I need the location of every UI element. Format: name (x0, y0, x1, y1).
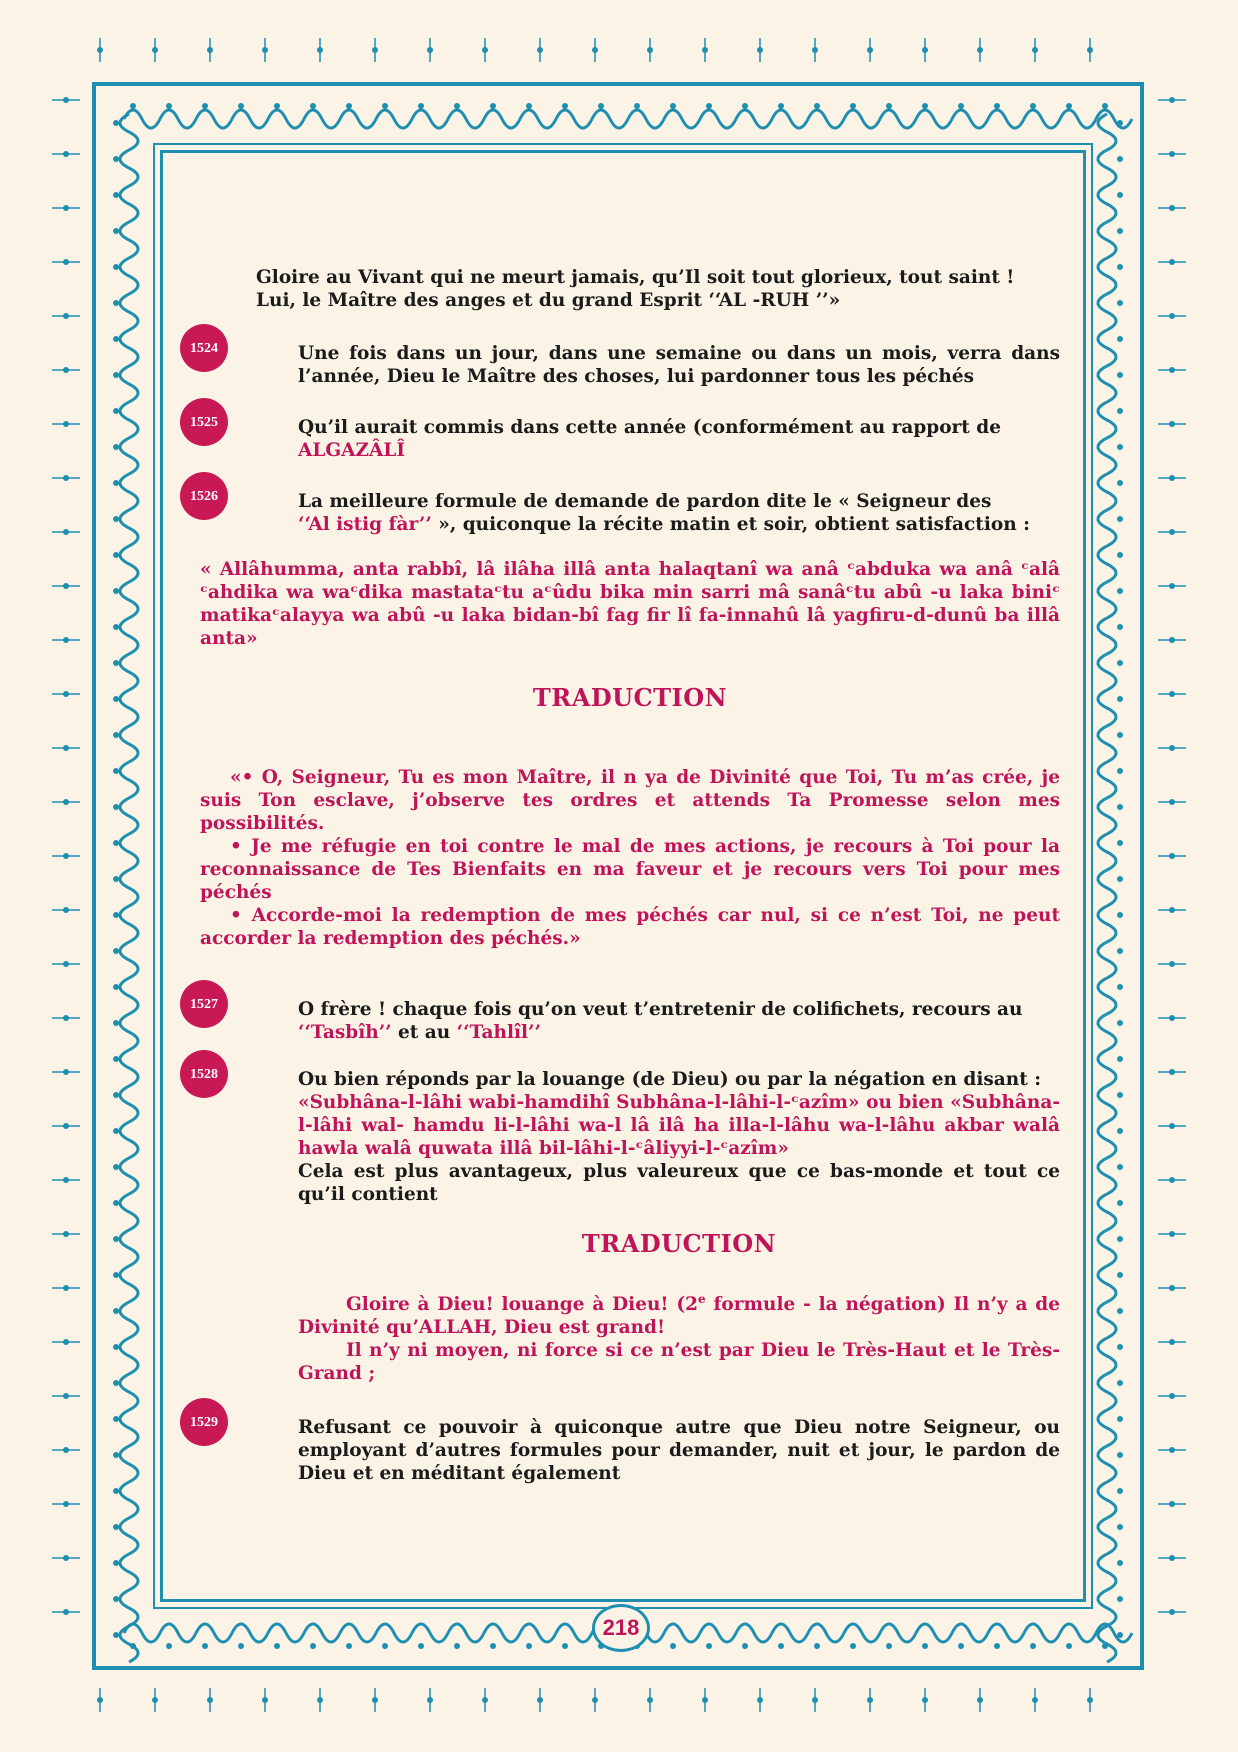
verse-transliteration: «Subhâna-l-lâhi wabi-hamdihî Subhâna-l-lâhi-l-ᶜazîm» ou bien «Subhâna-l-lâhi wal- hamdu li-l-lâhi wa-l lâ ilâ ha illa-l-lâhu wa-l-lâhu akbar walâ hawla walâ quwata illâ bil-lâhi-l-ᶜâliyyi-l-ᶜazîm» (298, 1092, 1060, 1159)
verse-text: Ou bien réponds par la louange (de Dieu) ou par la négation en disant : (298, 1069, 1042, 1090)
author-name: ALGAZÂLÎ (298, 440, 406, 461)
translation-paragraph: Il n’y ni moyen, ni force si ce n’est par Dieu le Très-Haut et le Très-Grand ; (298, 1340, 1060, 1385)
prayer-transliteration (200, 558, 1060, 650)
translation-paragraph (298, 1288, 1060, 1339)
translation-text-part: Gloire à Dieu! louange à Dieu! (2 (346, 1294, 698, 1316)
verse-1524 (200, 342, 1060, 388)
verse-1525 (200, 416, 1060, 462)
verse-text: Une fois dans un jour, dans une semaine ou dans un mois, verra dans l’année, Dieu le Maître des choses, lui pardonner tous les péchés (298, 343, 1060, 387)
superscript: e (697, 1292, 706, 1306)
verse-number-badge: 1526 (180, 472, 228, 520)
verse-1528 (200, 1068, 1060, 1206)
translation-paragraph: «• O, Seigneur, Tu es mon Maître, il n ya de Divinité que Toi, Tu m’as crée, je suis Ton esclave, j’observe tes ordres et attends Ta Promesse selon mes possibilités. (200, 767, 1060, 834)
intro-line: Lui, le Maître des anges et du grand Esprit ‘‘AL -RUH ’’» (256, 290, 841, 311)
verse-1529 (200, 1416, 1060, 1485)
verse-number-badge: 1525 (180, 398, 228, 446)
translation-text-part: formule - la négation) Il n’y a de Divinité qu’ALLAH, Dieu est grand! (298, 1294, 1060, 1339)
verse-text-part: La meilleure formule de demande de pardon dite le « Seigneur des (298, 491, 992, 512)
verse-text (298, 490, 1060, 536)
translation-block-1 (200, 766, 1060, 950)
verse-text-part: O frère ! chaque fois qu’on veut t’entretenir de colifichets, recours au (298, 999, 1023, 1020)
prayer-text: « Allâhumma, anta rabbî, lâ ilâha illâ anta halaqtanî wa anâ ᶜabduka wa anâ ᶜalâ ᶜahdika wa waᶜdika mastataᶜtu aᶜûdu bika min sarri mâ sanâᶜtu abû -u laka biniᶜ matikaᶜalayya wa abû -u laka bidan-bî fag fir lî fa-innahû lâ yagfiru-d-dunû ba illâ anta» (200, 559, 1060, 649)
verse-number-badge: 1524 (180, 324, 228, 372)
section-title: TRADUCTION (532, 683, 728, 712)
verse-text (298, 998, 1060, 1044)
quoted-term: ‘‘Tasbîh’’ (298, 1022, 392, 1043)
verse-text: Cela est plus avantageux, plus valeureux que ce bas-monde et tout ce qu’il contient (298, 1161, 1060, 1205)
intro-block (200, 266, 1060, 312)
verse-number-badge: 1529 (180, 1398, 228, 1446)
quoted-term: ‘‘Al istig fàr’’ (298, 514, 432, 535)
verse-text-part: et au (391, 1022, 457, 1043)
verse-1526 (200, 490, 1060, 536)
page-number: 218 (592, 1604, 650, 1652)
verse-text-part: », quiconque la récite matin et soir, obtient satisfaction : (431, 514, 1030, 535)
quoted-term: ‘‘Tahlîl’’ (456, 1022, 541, 1043)
verse-1527 (200, 998, 1060, 1044)
verse-number-badge: 1528 (180, 1050, 228, 1098)
translation-block-2 (200, 1288, 1060, 1385)
verse-text: Qu’il aurait commis dans cette année (conformément au rapport de (298, 417, 1001, 438)
translation-paragraph: • Accorde-moi la redemption de mes péchés car nul, si ce n’est Toi, ne peut accorder la redemption des péchés.» (200, 905, 1060, 949)
verse-text: Refusant ce pouvoir à quiconque autre que Dieu notre Seigneur, ou employant d’autres formules pour demander, nuit et jour, le pardon de Dieu et en méditant également (298, 1417, 1060, 1484)
section-title: TRADUCTION (581, 1229, 777, 1258)
intro-line: Gloire au Vivant qui ne meurt jamais, qu’Il soit tout glorieux, tout saint ! (256, 267, 1015, 288)
verse-number-badge: 1527 (180, 980, 228, 1028)
translation-paragraph: • Je me réfugie en toi contre le mal de mes actions, je recours à Toi pour la reconnaissance de Tes Bienfaits en ma faveur et je recours vers Toi pour mes péchés (200, 836, 1060, 903)
